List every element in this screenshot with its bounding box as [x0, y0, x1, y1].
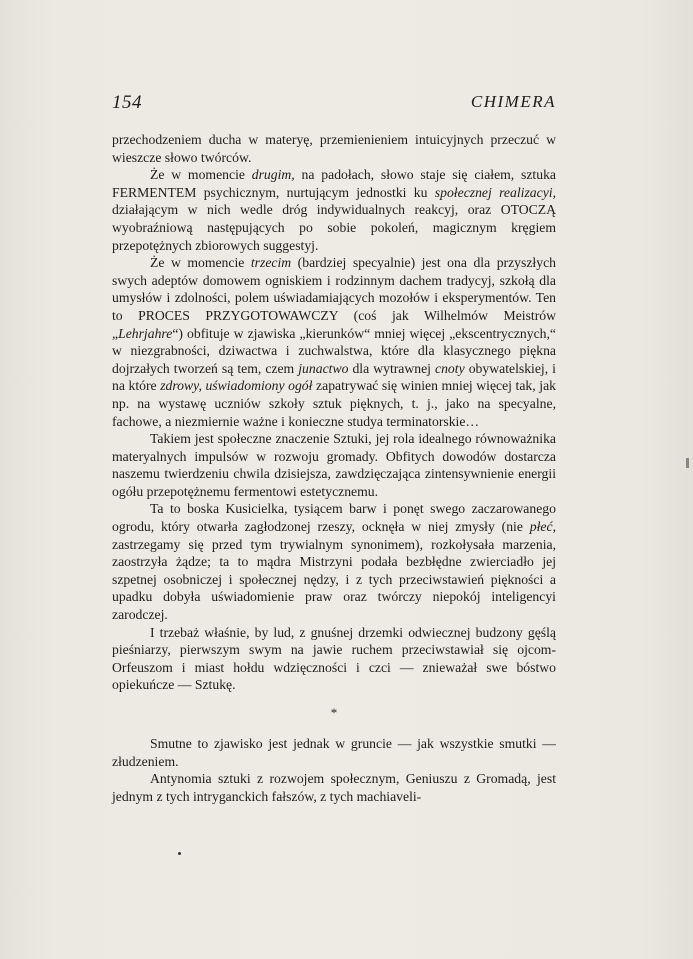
paragraphs-before-separator	[112, 131, 556, 694]
paragraph-text: Że w momencie	[150, 167, 252, 183]
paragraph-text: dla wytrawnej	[348, 360, 436, 376]
paragraph-text: Antynomia sztuki z rozwojem społecznym, Geniuszu z Gromadą, jest jednym z tych intryganckich fałszów, z tych machiaveli-	[112, 771, 556, 804]
edge-mark	[686, 458, 689, 468]
italic-text: junactwo	[298, 360, 349, 376]
paragraph	[112, 166, 556, 254]
paragraph-text: obywatelskiej, i na które	[112, 360, 556, 394]
paragraphs-after-separator	[112, 735, 556, 805]
paragraph-text: “) obfituje w zjawiska „kierunków“ mniej więcej „ekscentrycznych,“ w niezgrabności, dziwactwa i zuchwalstwa, które dla klasycznego piękna dojrzałych tworzeń są tem, czem	[112, 325, 556, 376]
italic-text: płeć,	[529, 519, 556, 535]
italic-text: Lehrjahre	[118, 325, 173, 341]
paragraph	[112, 735, 556, 770]
paragraph-text: działającym w nich wedle dróg indywidualnych reakcyj, oraz OTOCZĄ wyobraźniową następujących po sobie pokoleń, magicznym kręgiem przepotężnych zbiorowych suggestyj.	[112, 202, 556, 253]
paragraph	[112, 624, 556, 694]
running-head	[112, 92, 556, 114]
paragraph-text: na padołach, słowo staje się ciałem, sztuka FERMENTEM psychicznym, nurtującym jednostki ku	[112, 167, 556, 200]
page-number: 154	[112, 92, 142, 113]
paragraph	[112, 770, 556, 805]
paragraph	[112, 430, 556, 500]
paragraph	[112, 254, 556, 430]
paragraph-text: Ta to boska Kusicielka, tysiącem barw i ponęt swego zaczarowanego ogrodu, który otwarła zagłodzonej rzeszy, ocknęła w niej zmysły (nie	[112, 501, 556, 535]
paragraph-text: (bardziej specyalnie) jest ona dla przyszłych swych adeptów domowem ogniskiem i rodzinnym dachem tradycyj, szkołą dla umysłów i zdolności, polem uświadamiających mozołów i eksperymentów. Ten to PROCES PRZYGOTOWAWCZY (coś jak Wilhelmów Meistrów „	[112, 255, 556, 341]
paragraph-text: I trzebaż właśnie, by lud, z gnuśnej drzemki odwiecznej budzony gęślą pieśniarzy, pierwszym swym na jawie ruchem przeciwstawiał się ojcom-Orfeuszom i miast hołdu wdzięczności i czci — znieważał swe bóstwo opiekuńcze — Sztukę.	[112, 624, 556, 693]
paragraph-text: Takiem jest społeczne znaczenie Sztuki, jej rola idealnego równoważnika materyalnych impulsów w rozwoju gromady. Obfitych dowodów dostarcza naszemu twierdzeniu chwila dzisiejsza, zawdzięczająca zintensywnienie energii ogółu przepotężnemu fermentowi estetycznemu.	[112, 431, 556, 499]
paragraph-text: Smutne to zjawisko jest jednak w gruncie — jak wszystkie smutki — złudzeniem.	[112, 736, 556, 769]
italic-text: zdrowy, uświadomiony ogół	[160, 378, 313, 394]
paragraph	[112, 500, 556, 623]
paragraph	[112, 131, 556, 166]
journal-title: CHIMERA	[470, 92, 556, 111]
italic-text: drugim,	[251, 167, 295, 183]
paragraph-text: zapatrywać się winien mniej więcej tak, jak np. na wystawę uczniów szkoły sztuk pięknych, t. j., jako na specyalne, fachowe, a niezmiernie ważne i konieczne studya terminatorskie…	[112, 378, 556, 429]
paragraph-text: przechodzeniem ducha w materyę, przemienieniem intuicyjnych przeczuć w wieszcze słowo twórców.	[112, 132, 556, 165]
body-text	[112, 131, 556, 805]
paragraph-text: zastrzegamy się przed tym trywialnym synonimem), rozkołysała marzenia, zaostrzyła żądze; ta to mądra Mistrzyni podała bezbłędne zwierciadło jej szpetnej osobniczej i społecznej nędzy, i z tych przeciwstawień piękności a upadku dobyła uświadomienie praw oraz twórczy niepokój inteligencyi zarodczej.	[112, 536, 556, 623]
print-speck	[178, 852, 181, 855]
italic-text: cnoty	[435, 360, 465, 376]
section-separator: *	[330, 705, 338, 720]
italic-text: trzecim	[250, 255, 292, 271]
paragraph-text: Że w momencie	[150, 255, 251, 271]
italic-text: społecznej realizacyi,	[434, 184, 557, 200]
